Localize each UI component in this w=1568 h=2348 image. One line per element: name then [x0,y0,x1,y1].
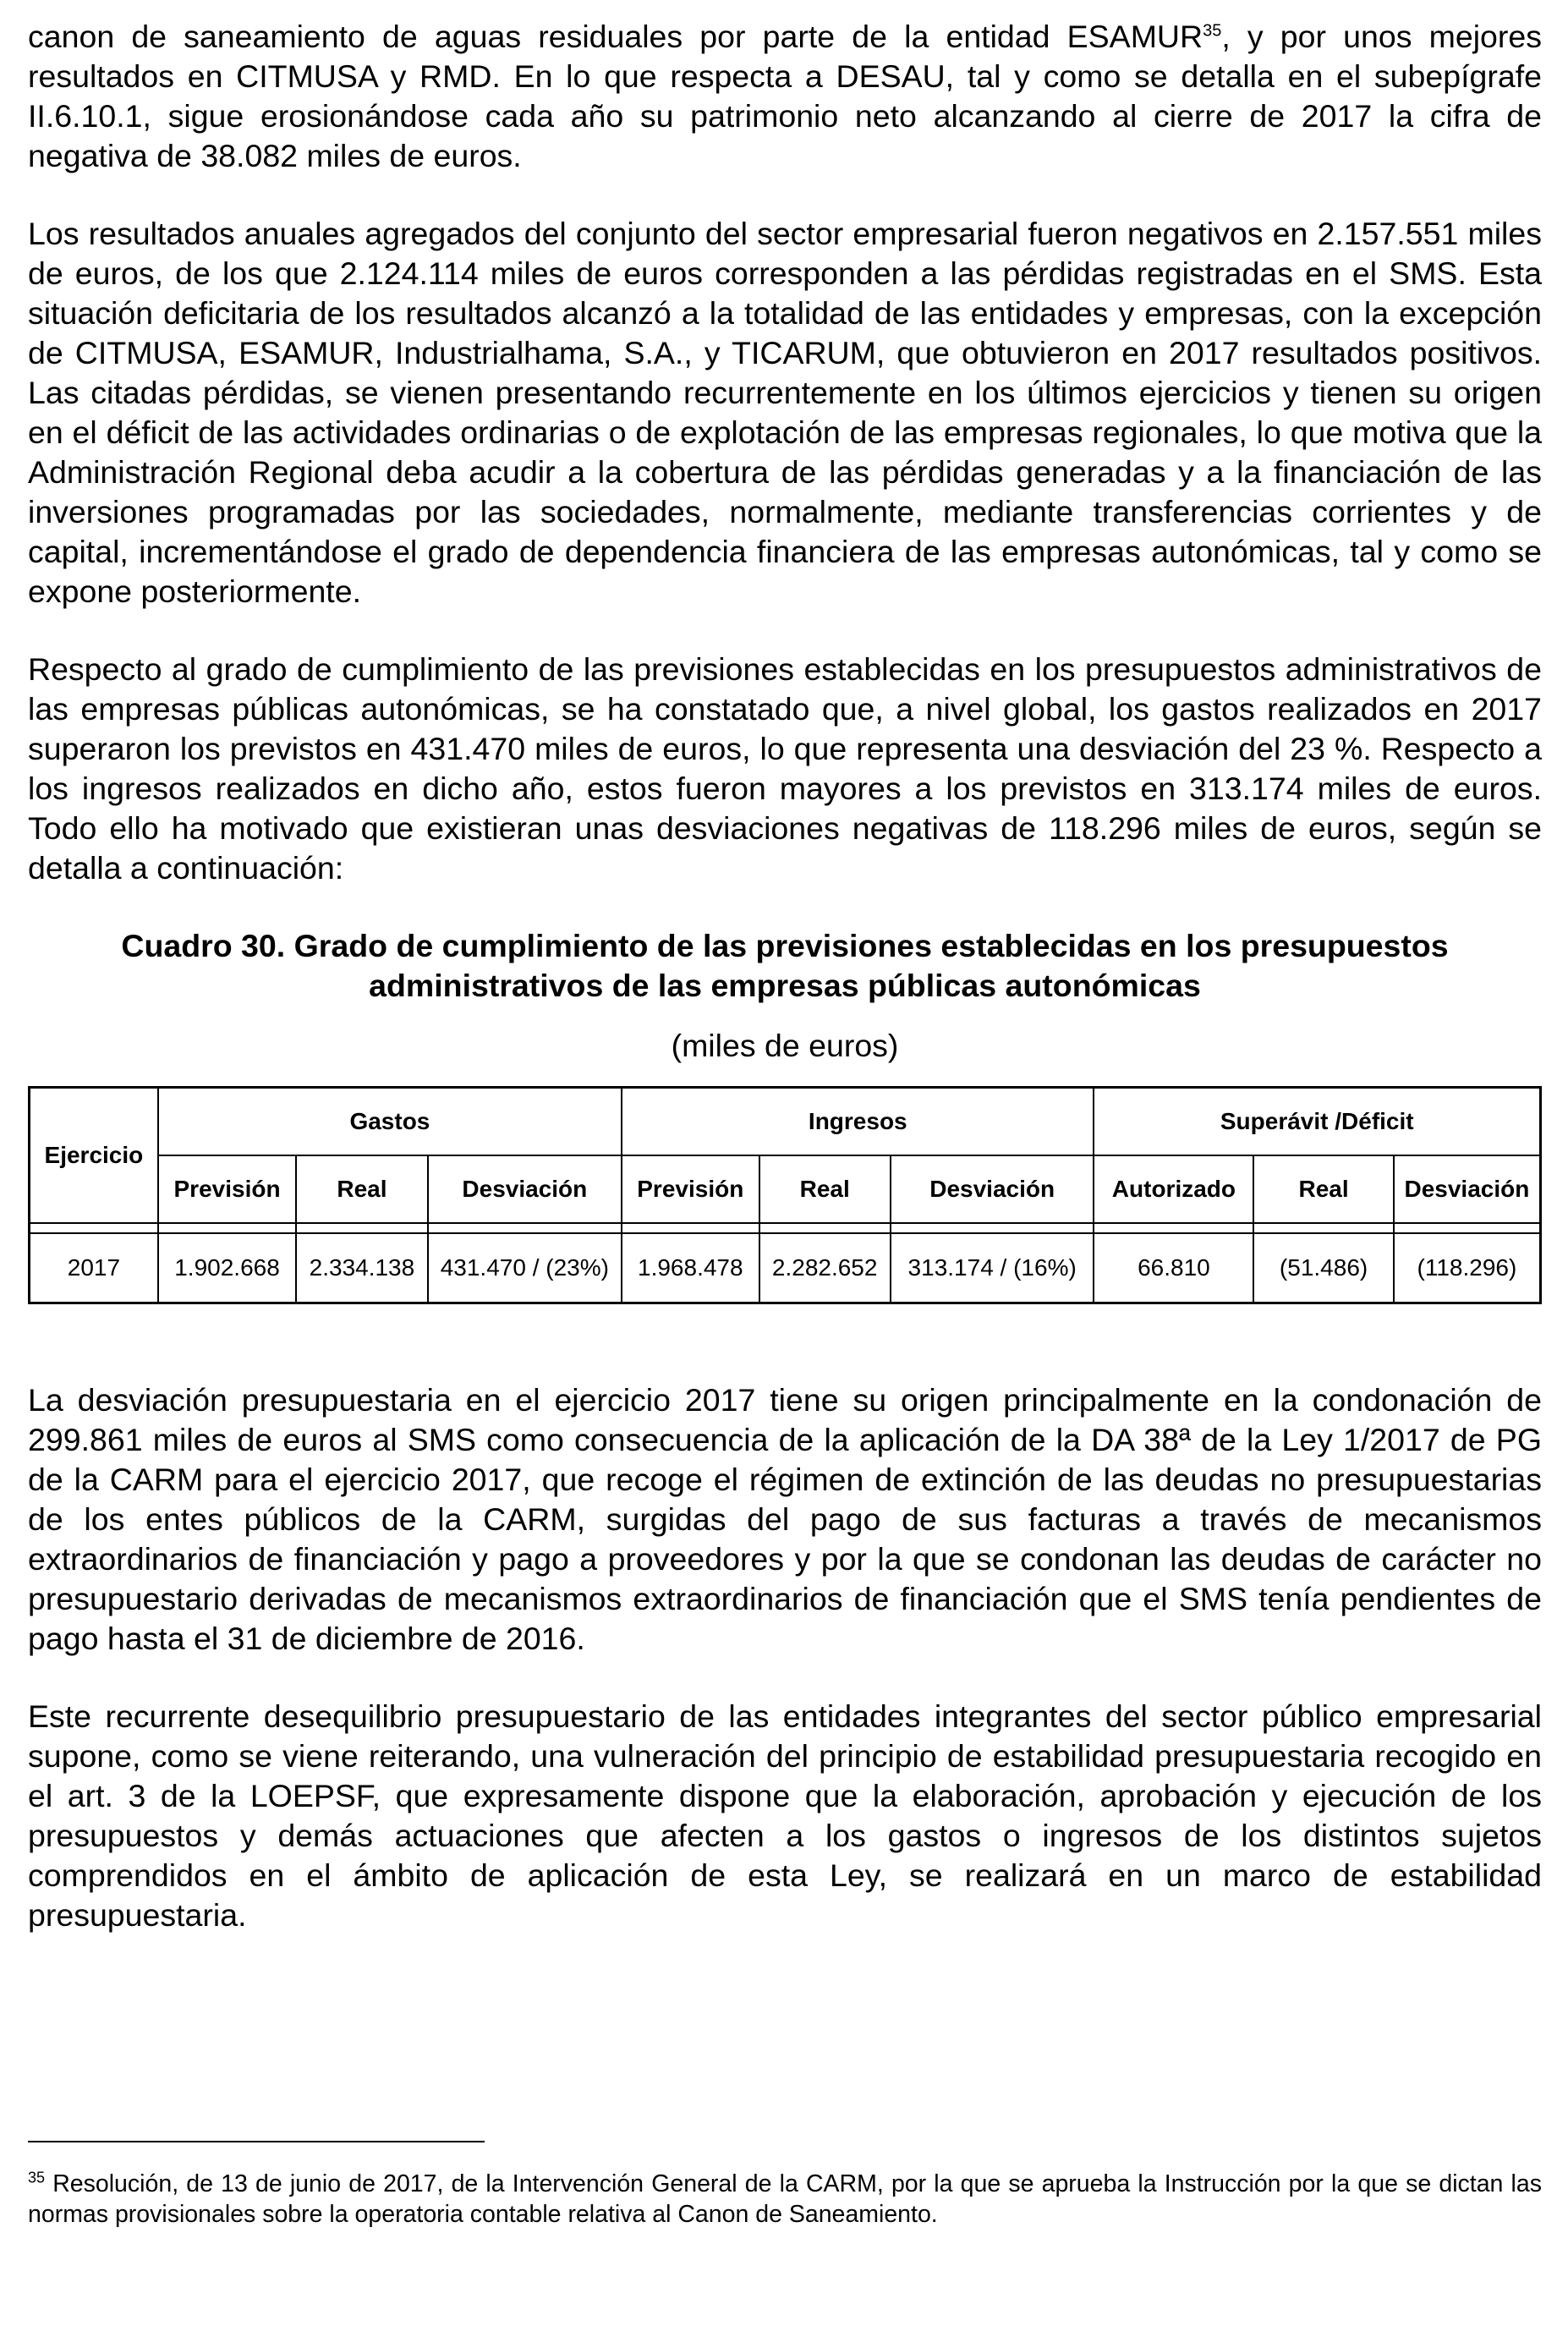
header-group-superavit-deficit: Superávit /Déficit [1094,1088,1540,1156]
document-page [28,17,1542,1935]
paragraph-3: Respecto al grado de cumplimiento de las previsiones establecidas en los presupuestos administrativos de las empresas públicas autonómicas, se ha constatado que, a nivel global, los gastos realizados en 2017 superaron los previstos en 431.470 miles de euros, lo que representa una desviación del 23 %. Respecto a los ingresos realizados en dicho año, estos fueron mayores a los previstos en 313.174 miles de euros. Todo ello ha motivado que existieran unas desviaciones negativas de 118.296 miles de euros, según se detalla a continuación: [28,651,1542,886]
spacer-cell [759,1223,891,1233]
spacer-cell [1094,1223,1253,1233]
paragraph-2: Los resultados anuales agregados del conjunto del sector empresarial fueron negativos en 2.157.551 miles de euros, de los que 2.124.114 miles de euros corresponden a las pérdidas registradas en el SMS. Esta situación deficitaria de los resultados alcanzó a la totalidad de las entidades y empresas, con la excepción de CITMUSA, ESAMUR, Industrialhama, S.A., y TICARUM, que obtuvieron en 2017 resultados positivos. Las citadas pérdidas, se vienen presentando recurrentemente en los últimos ejercicios y tienen su origen en el déficit de las actividades ordinarias o de explotación de las empresas regionales, lo que motiva que la Administración Regional deba acudir a la cobertura de las pérdidas generadas y a la financiación de las inversiones programadas por las sociedades, normalmente, mediante transferencias corrientes y de capital, incrementándose el grado de dependencia financiera de las empresas autonómicas, tal y como se expone posteriormente. [28,216,1542,609]
paragraph-1-text: canon de saneamiento de aguas residuales por parte de la entidad ESAMUR [28,19,1203,54]
table-spacer-row [30,1223,1541,1233]
cell-superavit-autorizado: 66.810 [1094,1233,1253,1303]
subheader-gastos-desviacion: Desviación [428,1155,622,1223]
table-header-row-1 [30,1088,1541,1156]
paragraph-1-text-cont: , y por unos mejores resultados en CITMUSA y RMD. En lo que respecta a DESAU, tal y como se detalla en el subepígrafe II.6.10.1, sigue erosionándose cada año su patrimonio neto alcanzando al cierre de 2017 la cifra de negativa de 38.082 miles de euros. [28,19,1542,173]
header-ejercicio: Ejercicio [30,1088,158,1224]
spacer-cell [158,1223,296,1233]
cell-superavit-real: (51.486) [1253,1233,1394,1303]
cell-superavit-desviacion: (118.296) [1394,1233,1541,1303]
subheader-gastos-prevision: Previsión [158,1155,296,1223]
subheader-superavit-real: Real [1253,1155,1394,1223]
cell-ingresos-prevision: 1.968.478 [622,1233,759,1303]
header-group-ingresos: Ingresos [622,1088,1094,1156]
subheader-superavit-autorizado: Autorizado [1094,1155,1253,1223]
paragraph-1 [28,17,1542,176]
footnote-number: 35 [28,2169,46,2186]
footnote-ref-35[interactable]: 35 [1203,21,1222,41]
spacer-cell [30,1223,158,1233]
footnote-text: Resolución, de 13 de junio de 2017, de la Intervención General de la CARM, por la que se aprueba la Instrucción por la que se dictan las normas provisionales sobre la operatoria contable relativa al Canon de Saneamiento. [28,2170,1542,2228]
table-title-line-1: Cuadro 30. Grado de cumplimiento de las previsiones establecidas en los presupuestos [121,928,1449,963]
paragraph-4: La desviación presupuestaria en el ejercicio 2017 tiene su origen principalmente en la condonación de 299.861 miles de euros al SMS como consecuencia de la aplicación de la DA 38ª de la Ley 1/2017 de PG de la CARM para el ejercicio 2017, que recoge el régimen de extinción de las deudas no presupuestarias de los entes públicos de la CARM, surgidas del pago de sus facturas a través de mecanismos extraordinarios de financiación y pago a proveedores y por la que se condonan las deudas de carácter no presupuestario derivadas de mecanismos extraordinarios de financiación que el SMS tenía pendientes de pago hasta el 31 de diciembre de 2016. [28,1382,1542,1656]
footnote-divider [28,2141,485,2142]
subheader-gastos-real: Real [296,1155,427,1223]
spacer-cell [1253,1223,1394,1233]
footnote-35 [28,2169,1542,2230]
cell-gastos-real: 2.334.138 [296,1233,427,1303]
subheader-ingresos-real: Real [759,1155,891,1223]
cell-gastos-desviacion: 431.470 / (23%) [428,1233,622,1303]
table-units: (miles de euros) [671,1028,899,1063]
cell-ejercicio: 2017 [30,1233,158,1303]
paragraph-5: Este recurrente desequilibrio presupuestario de las entidades integrantes del sector público empresarial supone, como se viene reiterando, una vulneración del principio de estabilidad presupuestaria recogido en el art. 3 de la LOEPSF, que expresamente dispone que la elaboración, aprobación y ejecución de los presupuestos y demás actuaciones que afecten a los gastos o ingresos de los distintos sujetos comprendidos en el ámbito de aplicación de esta Ley, se realizará en un marco de estabilidad presupuestaria. [28,1698,1542,1933]
budget-compliance-table [28,1086,1542,1304]
cell-ingresos-real: 2.282.652 [759,1233,891,1303]
spacer-cell [428,1223,622,1233]
spacer-cell [891,1223,1094,1233]
cell-ingresos-desviacion: 313.174 / (16%) [891,1233,1094,1303]
table-title [28,926,1542,1006]
header-group-gastos: Gastos [158,1088,622,1156]
spacer-cell [1394,1223,1541,1233]
spacer-cell [622,1223,759,1233]
subheader-ingresos-prevision: Previsión [622,1155,759,1223]
spacer-cell [296,1223,427,1233]
table-title-line-2: administrativos de las empresas públicas autonómicas [369,968,1201,1003]
cell-gastos-prevision: 1.902.668 [158,1233,296,1303]
subheader-ingresos-desviacion: Desviación [891,1155,1094,1223]
table-header-row-2 [30,1155,1541,1223]
table-row [30,1233,1541,1303]
subheader-superavit-desviacion: Desviación [1394,1155,1541,1223]
